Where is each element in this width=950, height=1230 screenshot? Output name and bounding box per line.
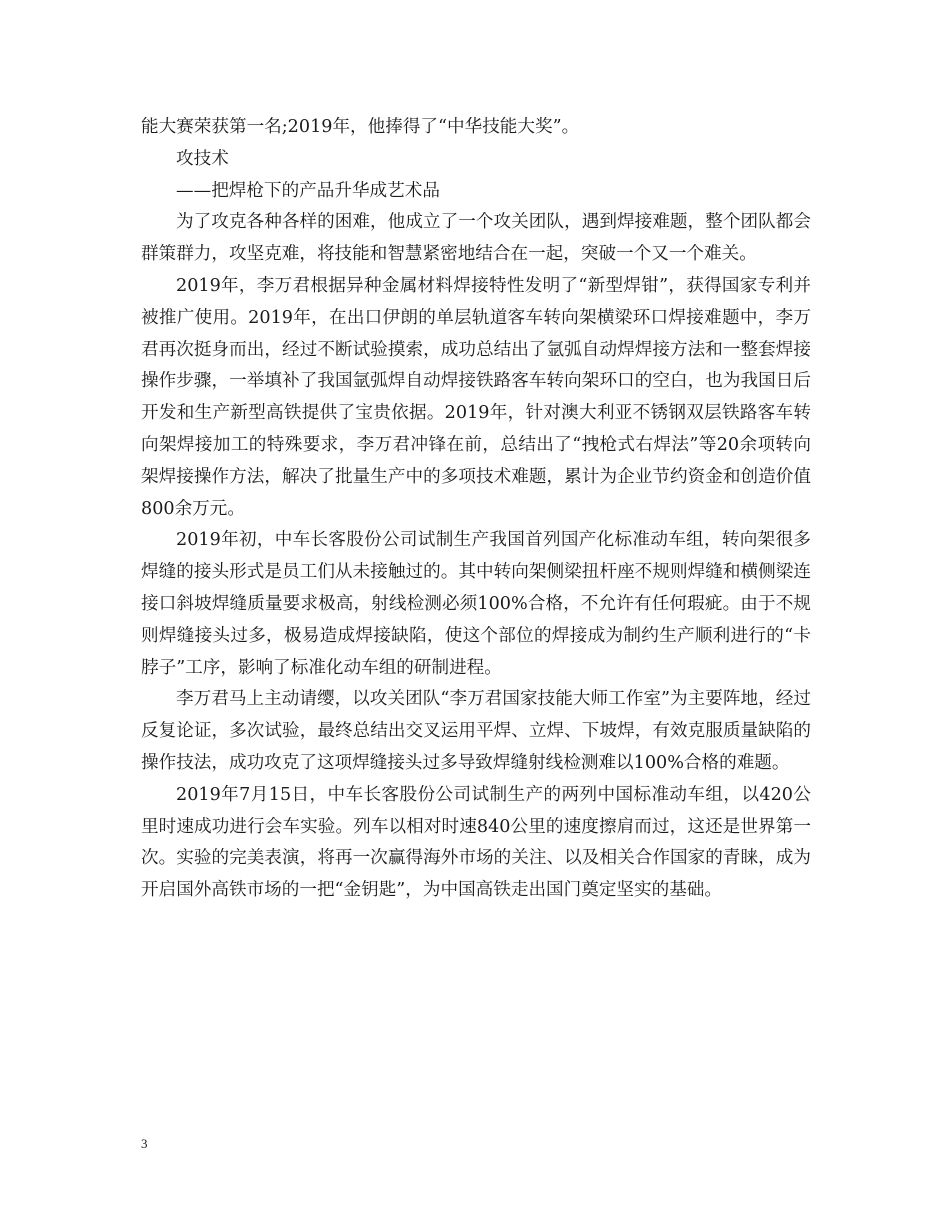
paragraph: 为了攻克各种各样的困难，他成立了一个攻关团队，遇到焊接难题，整个团队都会群策群力，攻坚克难，将技能和智慧紧密地结合在一起，突破一个又一个难关。 bbox=[141, 212, 811, 265]
section-subheading: ——把焊枪下的产品升华成艺术品 bbox=[176, 180, 440, 201]
paragraph: 2019年初，中车长客股份公司试制生产我国首列国产化标准动车组，转向架很多焊缝的接头形式是员工们从未接触过的。其中转向架侧梁扭杆座不规则焊缝和横侧梁连接口斜坡焊缝质量要求极高，射线检测必须100%合格，不允许有任何瑕疵。由于不规则焊缝接头过多，极易造成焊接缺陷，使这个部位的焊接成为制约生产顺利进行的“卡脖子”工序，影响了标准化动车组的研制进程。 bbox=[141, 530, 811, 678]
page-number: 3 bbox=[141, 1136, 148, 1151]
document-body bbox=[141, 112, 811, 907]
section-heading: 攻技术 bbox=[176, 148, 229, 169]
paragraph: 李万君马上主动请缨，以攻关团队“李万君国家技能大师工作室”为主要阵地，经过反复论证，多次试验，最终总结出交叉运用平焊、立焊、下坡焊，有效克服质量缺陷的操作技法，成功攻克了这项焊缝接头过多导致焊缝射线检测难以100%合格的难题。 bbox=[141, 689, 811, 773]
paragraph-continuation: 能大赛荣获第一名;2019年，他捧得了“中华技能大奖”。 bbox=[141, 117, 580, 137]
paragraph: 2019年7月15日，中车长客股份公司试制生产的两列中国标准动车组，以420公里时速成功进行会车实验。列车以相对时速840公里的速度擦肩而过，这还是世界第一次。实验的完美表演，将再一次赢得海外市场的关注、以及相关合作国家的青睐，成为开启国外高铁市场的一把“金钥匙”，为中国高铁走出国门奠定坚实的基础。 bbox=[141, 784, 811, 901]
paragraph: 2019年，李万君根据异种金属材料焊接特性发明了“新型焊钳”，获得国家专利并被推广使用。2019年，在出口伊朗的单层轨道客车转向架横梁环口焊接难题中，李万君再次挺身而出，经过不断试验摸索，成功总结出了氩弧自动焊焊接方法和一整套焊接操作步骤，一举填补了我国氩弧焊自动焊接铁路客车转向架环口的空白，也为我国日后开发和生产新型高铁提供了宝贵依据。2019年，针对澳大利亚不锈钢双层铁路客车转向架焊接加工的特殊要求，李万君冲锋在前，总结出了“拽枪式右焊法”等20余项转向架焊接操作方法，解决了批量生产中的多项技术难题，累计为企业节约资金和创造价值800余万元。 bbox=[141, 275, 811, 519]
